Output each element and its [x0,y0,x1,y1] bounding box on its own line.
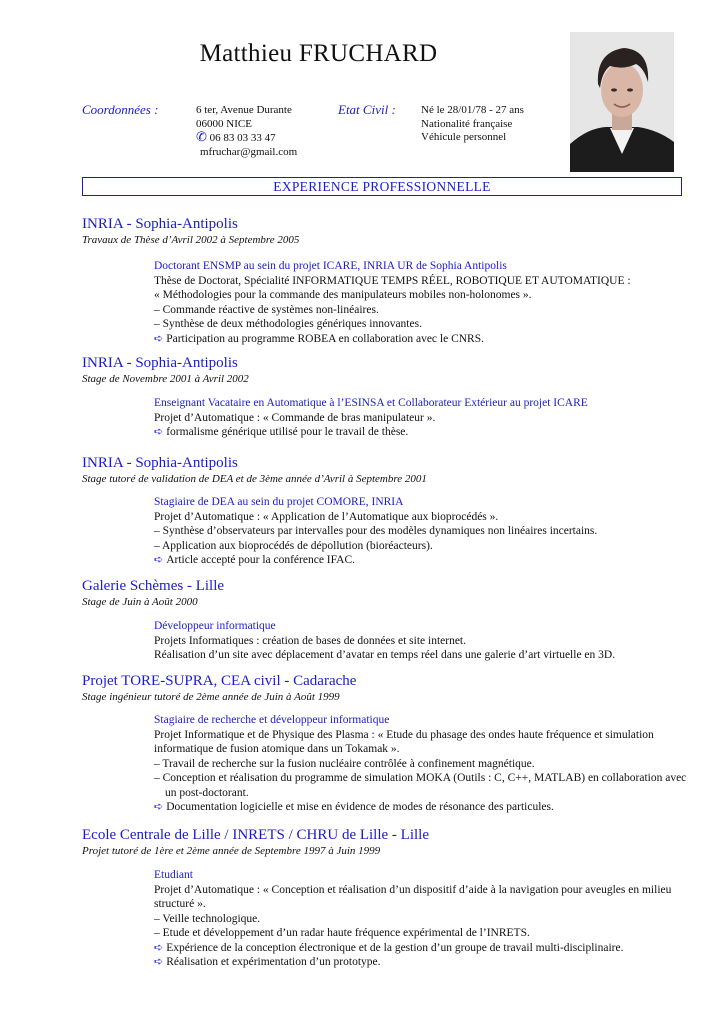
entry-line: – Commande réactive de systèmes non-linéaires. [154,303,379,316]
entry-line: – Travail de recherche sur la fusion nucléaire contrôlée à confinement magnétique. [154,757,535,770]
experience-entry [82,827,692,968]
entry-line: Thèse de Doctorat, Spécialité INFORMATIQUE TEMPS RÉEL, ROBOTIQUE ET AUTOMATIQUE : [154,274,631,287]
entry-subtitle: Travaux de Thèse d’Avril 2002 à Septembre 2005 [82,234,300,246]
arrow-icon: ➪ [154,800,164,813]
civil-status-block [421,104,524,145]
section-header-box [82,177,682,196]
entry-title: Ecole Centrale de Lille / INRETS / CHRU de Lille - Lille [82,827,429,843]
arrow-icon: ➪ [154,331,164,345]
entry-subtitle: Stage tutoré de validation de DEA et de 3ème année d’Avril à Septembre 2001 [82,473,427,485]
entry-role: Stagiaire de recherche et développeur informatique [154,714,390,726]
experience-entry [82,578,692,661]
entry-title: INRIA - Sophia-Antipolis [82,355,238,371]
entry-line: Réalisation d’un site avec déplacement d’avatar en temps réel dans une galerie d’art virtuelle en 3D. [154,649,616,661]
civil-status-label: Etat Civil : [338,102,396,117]
contact-label: Coordonnées : [82,102,159,117]
arrow-icon: ➪ [154,955,164,968]
address-line-2: 06000 NICE [196,117,252,130]
experience-entry [82,673,692,813]
entry-body [154,619,688,663]
entry-line: – Veille technologique. [154,912,261,925]
contact-block [196,104,297,159]
phone-icon: ✆ [196,130,207,145]
entry-role: Doctorant ENSMP au sein du projet ICARE, INRIA UR de Sophia Antipolis [154,260,507,272]
entry-highlight [154,425,688,440]
entry-role: Développeur informatique [154,620,276,632]
entry-highlight [154,332,688,347]
entry-line: – Synthèse de deux méthodologies génériques innovantes. [154,318,422,330]
experience-entry [82,455,692,566]
section-title: EXPERIENCE PROFESSIONNELLE [273,179,491,194]
highlight-text: Article accepté pour la conférence IFAC. [166,554,356,566]
birth-info: Né le 28/01/78 - 27 ans [421,104,524,116]
highlight-text: Réalisation et expérimentation d’un prototype. [166,956,381,968]
entry-line: Projet d’Automatique : « Application de l’Automatique aux bioprocédés ». [154,510,499,523]
entry-role: Stagiaire de DEA au sein du projet COMORE, INRIA [154,496,404,508]
entry-body [154,713,688,815]
arrow-icon: ➪ [154,425,164,438]
phone-row [196,131,297,146]
candidate-name: Matthieu FRUCHARD [199,40,438,67]
arrow-icon: ➪ [154,940,164,954]
entry-body [154,259,688,346]
entry-line: – Synthèse d’observateurs par intervalles pour des modèles dynamiques non linéaires incertains. [154,525,598,537]
highlight-text: Participation au programme ROBEA en collaboration avec le CNRS. [166,332,484,345]
entry-line: Projet Informatique et de Physique des Plasma : « Etude du phasage des ondes haute fréquence et simulation informatique de fusion atomique dans un Tokamak ». [154,728,654,755]
entry-title: Galerie Schèmes - Lille [82,578,225,594]
phone-number: 06 83 03 33 47 [209,132,276,144]
entry-highlight [154,553,688,568]
entry-title: Projet TORE-SUPRA, CEA civil - Cadarache [82,673,357,689]
experience-entry [82,355,692,438]
entry-title: INRIA - Sophia-Antipolis [82,455,238,471]
highlight-text: Documentation logicielle et mise en évidence de modes de résonance des particules. [166,801,554,813]
entry-line: – Application aux bioprocédés de dépollution (bioréacteurs). [154,539,433,552]
entry-role: Enseignant Vacataire en Automatique à l’ESINSA et Collaborateur Extérieur au projet ICARE [154,397,588,409]
experience-entry [82,216,692,345]
entry-subtitle: Stage de Juin à Août 2000 [82,596,198,608]
entry-body [154,396,688,440]
entry-body [154,495,688,568]
entry-subtitle: Projet tutoré de 1ère et 2ème année de Septembre 1997 à Juin 1999 [82,845,381,857]
profile-photo [570,32,674,172]
entry-highlight [154,800,688,815]
entry-line: Projet d’Automatique : « Conception et réalisation d’un dispositif d’aide à la navigation pour aveugles en milieu structuré ». [154,883,672,910]
entry-role: Etudiant [154,869,193,881]
email-address: mfruchar@gmail.com [200,145,298,158]
entry-highlight [154,941,688,956]
vehicle-info: Véhicule personnel [421,131,507,143]
arrow-icon: ➪ [154,553,164,566]
entry-line: – Etude et développement d’un radar haute fréquence expérimental de l’INRETS. [154,927,530,939]
entry-title: INRIA - Sophia-Antipolis [82,216,238,232]
entry-line: « Méthodologies pour la commande des manipulateurs mobiles non-holonomes ». [154,289,532,301]
entry-subtitle: Stage ingénieur tutoré de 2ème année de Juin à Août 1999 [82,691,340,703]
entry-highlight [154,955,688,970]
entry-subtitle: Stage de Novembre 2001 à Avril 2002 [82,373,249,385]
nationality: Nationalité française [421,117,513,130]
address-line-1: 6 ter, Avenue Durante [196,104,292,116]
highlight-text: formalisme générique utilisé pour le travail de thèse. [166,426,409,438]
entry-body [154,868,688,970]
highlight-text: Expérience de la conception électronique et de la gestion d’un groupe de travail multi-disciplinaire. [166,941,624,954]
entry-line: – Conception et réalisation du programme de simulation MOKA (Outils : C, C++, MATLAB) en collaboration avec un post-doctorant. [154,772,687,799]
entry-line: Projet d’Automatique : « Commande de bras manipulateur ». [154,411,436,424]
entry-line: Projets Informatiques : création de bases de données et site internet. [154,634,466,647]
